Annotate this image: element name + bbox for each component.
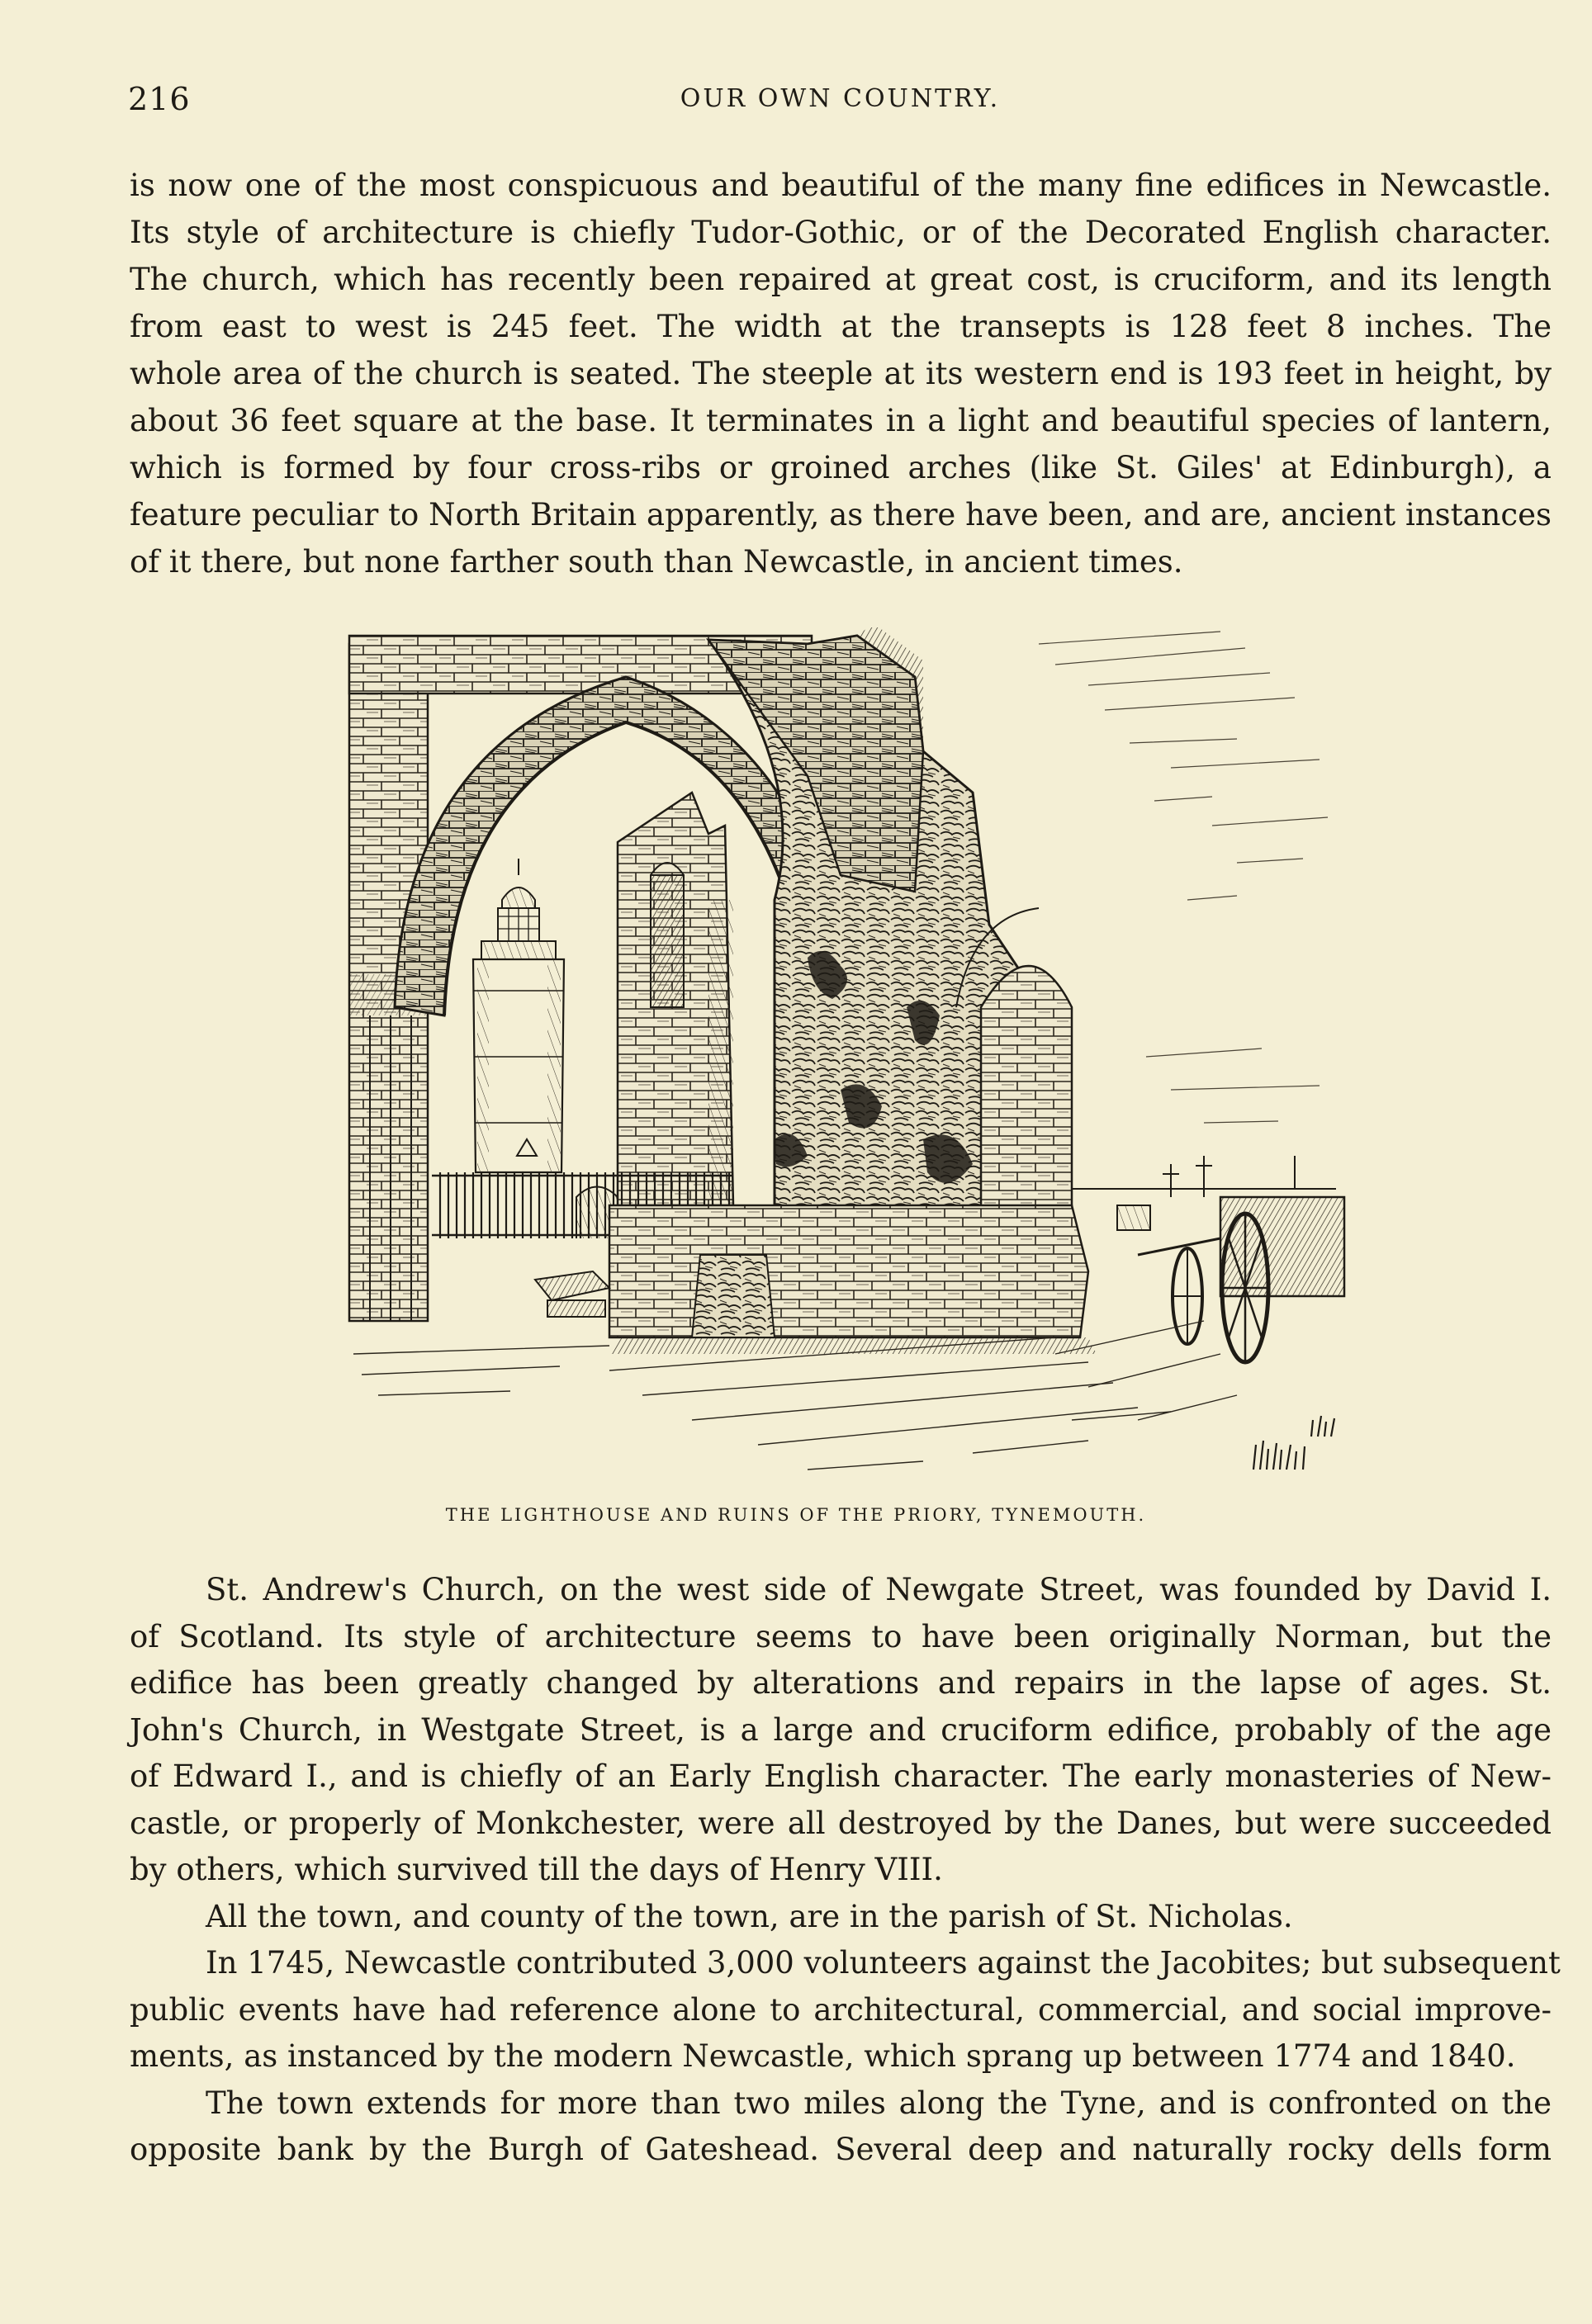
- sky-hatching: [1039, 632, 1328, 1123]
- text-line: which is formed by four cross-ribs or groined arches (like St. Giles' at Edinburgh), a: [130, 450, 1552, 485]
- text-line: The church, which has recently been repaired at great cost, is cruciform, and its length: [130, 262, 1552, 297]
- text-line: feature peculiar to North Britain apparently, as there have been, and are, ancient instances: [130, 497, 1552, 532]
- grass-tufts: [1253, 1416, 1334, 1470]
- cart: [1138, 1197, 1344, 1362]
- text-line: opposite bank by the Burgh of Gateshead. Several deep and naturally rocky dells form: [130, 2132, 1552, 2167]
- text-line: from east to west is 245 feet. The width at the transepts is 128 feet 8 inches. The: [130, 309, 1552, 344]
- priory-ruins-engraving: [345, 627, 1361, 1494]
- arched-window: [981, 966, 1072, 1238]
- engraving-illustration: [345, 627, 1361, 1494]
- text-line: public events have had reference alone to architectural, commercial, and social improve-: [130, 1991, 1552, 2028]
- text-line: by others, which survived till the days of Henry VIII.: [130, 1852, 943, 1887]
- text-line: about 36 feet square at the base. It terminates in a light and beautiful species of lantern,: [130, 403, 1552, 438]
- text-line: Its style of architecture is chiefly Tudor-Gothic, or of the Decorated English character.: [130, 215, 1552, 250]
- text-line: All the town, and county of the town, are in the parish of St. Nicholas.: [206, 1898, 1293, 1934]
- text-line: ments, as instanced by the modern Newcastle, which sprang up between 1774 and 1840.: [130, 2038, 1516, 2074]
- text-line: In 1745, Newcastle contributed 3,000 volunteers against the Jacobites; but subsequent: [206, 1945, 1561, 1981]
- text-line: whole area of the church is seated. The steeple at its western end is 193 feet in height, by: [130, 356, 1552, 391]
- running-head: [128, 81, 1552, 130]
- text-line: St. Andrew's Church, on the west side of Newgate Street, was founded by David I.: [206, 1572, 1552, 1607]
- text-line: John's Church, in Westgate Street, is a large and cruciform edifice, probably of the age: [130, 1711, 1552, 1748]
- upper-paragraph: [130, 162, 1552, 585]
- text-line: of Scotland. Its style of architecture seems to have been originally Norman, but the: [130, 1618, 1552, 1654]
- text-line: edifice has been greatly changed by alterations and repairs in the lapse of ages. St.: [130, 1665, 1552, 1701]
- text-line: castle, or properly of Monkchester, were all destroyed by the Danes, but were succeeded: [130, 1805, 1552, 1841]
- lower-text: [130, 1567, 1561, 2174]
- page-number: 216: [128, 81, 191, 117]
- text-line: The town extends for more than two miles along the Tyne, and is confronted on the: [206, 2085, 1552, 2121]
- low-wall: [609, 1205, 1088, 1337]
- text-line: of Edward I., and is chiefly of an Early English character. The early monasteries of New-: [130, 1758, 1552, 1794]
- running-title: OUR OWN COUNTRY.: [680, 84, 1001, 113]
- text-line: of it there, but none farther south than Newcastle, in ancient times.: [130, 544, 1183, 580]
- figure-caption: THE LIGHTHOUSE AND RUINS OF THE PRIORY, TYNEMOUTH.: [445, 1505, 1147, 1525]
- text-line: is now one of the most conspicuous and beautiful of the many fine edifices in Newcastle.: [130, 168, 1552, 203]
